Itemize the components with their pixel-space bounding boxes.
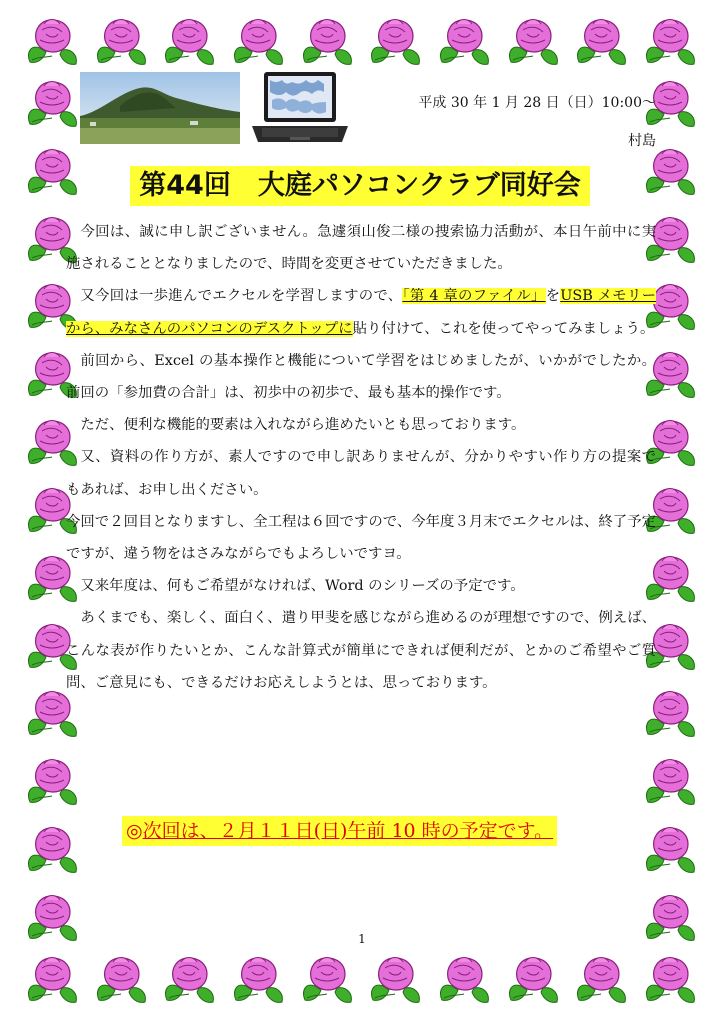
rose-flower-icon bbox=[640, 144, 702, 206]
rose-flower-icon bbox=[434, 952, 496, 1014]
rose-flower-icon bbox=[571, 14, 633, 76]
paragraph: ただ、便利な機能的要素は入れながら進めたいとも思っております。 bbox=[80, 417, 526, 434]
rose-flower-icon bbox=[91, 14, 153, 76]
rose-flower-icon bbox=[297, 952, 359, 1014]
paragraph: 又来年度は、何もご希望がなければ、Word のシリーズの予定です。 bbox=[80, 578, 525, 595]
rose-flower-icon bbox=[571, 952, 633, 1014]
mountain-landscape-photo bbox=[80, 72, 240, 144]
paragraph: 今回で２回目となりますし、全工程は６回ですので、今年度３月末でエクセルは、終了予定ですが、違う物をはさみながらでもよろしいですヨ。 bbox=[66, 513, 656, 563]
rose-flower-icon bbox=[22, 822, 84, 884]
paragraph: 又、資料の作り方が、素人ですので申し訳ありませんが、分かりやすい作り方の提案でもあれば、お申し出ください。 bbox=[66, 449, 656, 498]
rose-flower-icon bbox=[503, 952, 565, 1014]
rose-flower-icon bbox=[228, 14, 290, 76]
rose-flower-icon bbox=[22, 754, 84, 816]
text-segment: 貼り付けて、これを使ってやってみましょう。 bbox=[352, 320, 655, 337]
page-number: 1 bbox=[358, 932, 366, 946]
body-text bbox=[66, 216, 656, 699]
rose-flower-icon bbox=[365, 14, 427, 76]
flower-border-top bbox=[22, 14, 702, 76]
rose-flower-icon bbox=[640, 754, 702, 816]
paragraph: 今回は、誠に申し訳ございません。急遽須山俊二様の捜索協力活動が、本日午前中に実施されることとなりましたので、時間を変更させていただきました。 bbox=[66, 224, 656, 273]
date-time: 平成 30 年 1 月 28 日（日）10:00～ bbox=[418, 95, 656, 111]
highlighted-text: 「第 4 章のファイル」 bbox=[402, 288, 546, 305]
rose-flower-icon bbox=[22, 952, 84, 1014]
rose-flower-icon bbox=[159, 14, 221, 76]
rose-flower-icon bbox=[22, 144, 84, 206]
paragraph: あくまでも、楽しく、面白く、遣り甲斐を感じながら進めるのが理想ですので、例えば、こんな表が作りたいとか、こんな計算式が簡単にできれば便利だが、とかのご希望やご質問、ご意見にも、できるだけお応えしようとは、思っております。 bbox=[66, 610, 656, 691]
paragraph: 前回から、Excel の基本操作と機能について学習をはじめましたが、いかがでしたか。前回の「参加費の合計」は、初歩中の初歩で、最も基本的操作です。 bbox=[66, 352, 656, 402]
rose-flower-icon bbox=[640, 14, 702, 76]
rose-flower-icon bbox=[640, 890, 702, 952]
rose-flower-icon bbox=[640, 952, 702, 1014]
rose-flower-icon bbox=[297, 14, 359, 76]
laptop-icon bbox=[248, 70, 352, 146]
paragraph bbox=[66, 280, 656, 344]
next-meeting-mark: ◎ bbox=[126, 820, 143, 842]
rose-flower-icon bbox=[365, 952, 427, 1014]
rose-flower-icon bbox=[434, 14, 496, 76]
next-meeting-text: 次回は、２月１１日(日)午前 10 時の予定です。 bbox=[142, 820, 554, 842]
next-meeting-notice bbox=[122, 816, 557, 846]
rose-flower-icon bbox=[159, 952, 221, 1014]
author-name: 村島 bbox=[628, 133, 656, 149]
rose-flower-icon bbox=[22, 14, 84, 76]
rose-flower-icon bbox=[503, 14, 565, 76]
page-title: 第44回 大庭パソコンクラブ同好会 bbox=[130, 166, 590, 206]
text-segment: を bbox=[545, 288, 561, 305]
text-segment: 又今回は一歩進んでエクセルを学習しますので、 bbox=[80, 288, 403, 305]
rose-flower-icon bbox=[22, 76, 84, 138]
flower-border-bottom bbox=[22, 952, 702, 1014]
rose-flower-icon bbox=[228, 952, 290, 1014]
rose-flower-icon bbox=[22, 890, 84, 952]
highlighted-text: USB メモリーから、みなさんのパソコンのデスクトップに bbox=[66, 288, 656, 337]
rose-flower-icon bbox=[640, 822, 702, 884]
rose-flower-icon bbox=[91, 952, 153, 1014]
